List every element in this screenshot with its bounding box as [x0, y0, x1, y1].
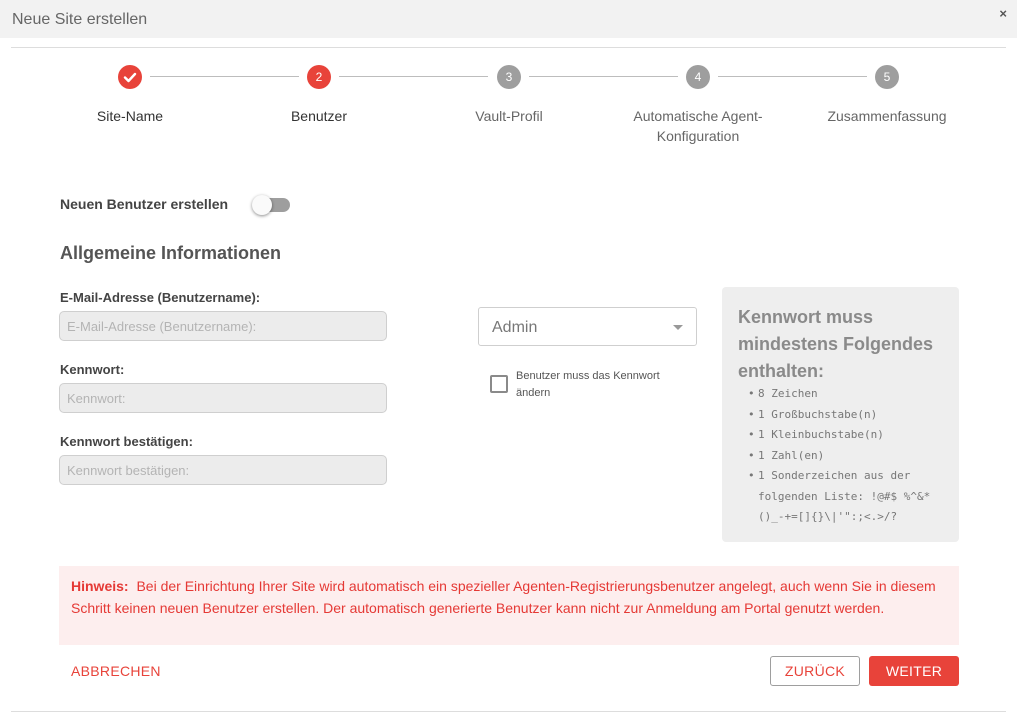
header-divider — [11, 47, 1006, 48]
footer-divider — [11, 711, 1006, 712]
step-1-label: Site-Name — [96, 108, 164, 124]
step-3-label: Vault-Profil — [475, 108, 543, 124]
step-4-label — [613, 106, 783, 146]
password-requirements-panel — [722, 287, 959, 542]
confirm-password-field[interactable] — [59, 455, 387, 485]
requirement-item: • 1 Kleinbuchstabe(n) — [748, 425, 953, 446]
check-icon — [118, 65, 142, 89]
step-connector — [150, 76, 299, 77]
step-3-circle: 3 — [497, 65, 521, 89]
requirement-item: • 8 Zeichen — [748, 384, 953, 405]
role-select[interactable] — [478, 307, 697, 346]
step-connector — [529, 76, 678, 77]
role-select-value: Admin — [492, 319, 538, 336]
confirm-password-label: Kennwort bestätigen: — [60, 434, 193, 449]
password-field[interactable] — [59, 383, 387, 413]
must-change-password-label[interactable]: Benutzer muss das Kennwort ändern — [516, 370, 660, 399]
requirement-item: • 1 Großbuchstabe(n) — [748, 405, 953, 426]
notice-text: Bei der Einrichtung Ihrer Site wird automatisch ein spezieller Agenten-Registrierungsbenutzer angelegt, auch wenn Sie in diesem Schritt keinen neuen Benutzer erstellen. Der automatisch generierte Benutzer kann nicht zur Anmeldung am Portal genutzt werden. — [71, 578, 936, 616]
email-field[interactable] — [59, 311, 387, 341]
close-icon[interactable]: × — [999, 6, 1007, 21]
requirement-item: • 1 Sonderzeichen aus der folgenden Liste: !@#$ %^&*()_-+=[]{}\|'":;<.>/? — [748, 466, 953, 528]
step-5-label: Zusammenfassung — [827, 108, 947, 124]
dialog-title: Neue Site erstellen — [12, 11, 148, 28]
section-title: Allgemeine Informationen — [60, 243, 282, 263]
step-1-circle[interactable] — [118, 65, 142, 89]
step-4-circle: 4 — [686, 65, 710, 89]
notice-banner — [59, 566, 959, 645]
notice-label: Hinweis: — [71, 578, 129, 594]
create-user-toggle-label: Neuen Benutzer erstellen — [60, 196, 229, 212]
step-4-label-line1: Automatische Agent- — [633, 108, 763, 124]
must-change-password-checkbox[interactable] — [490, 375, 508, 393]
toggle-knob — [252, 195, 272, 215]
step-2-circle[interactable]: 2 — [307, 65, 331, 89]
password-label: Kennwort: — [60, 362, 125, 377]
step-4-label-line2: Konfiguration — [656, 128, 740, 144]
password-requirements-list — [748, 384, 953, 528]
step-5-circle: 5 — [875, 65, 899, 89]
dialog-header — [0, 0, 1017, 38]
step-connector — [718, 76, 867, 77]
back-button[interactable]: ZURÜCK — [770, 656, 860, 686]
email-label: E-Mail-Adresse (Benutzername): — [60, 290, 261, 305]
password-requirements-title: Kennwort muss mindestens Folgendes enthalten: — [738, 307, 934, 381]
next-button[interactable]: WEITER — [869, 656, 959, 686]
chevron-down-icon — [673, 325, 683, 330]
requirement-item: • 1 Zahl(en) — [748, 446, 953, 467]
step-connector — [339, 76, 488, 77]
step-2-label: Benutzer — [290, 108, 348, 124]
create-user-toggle[interactable] — [252, 195, 290, 215]
cancel-button[interactable]: ABBRECHEN — [71, 663, 161, 679]
